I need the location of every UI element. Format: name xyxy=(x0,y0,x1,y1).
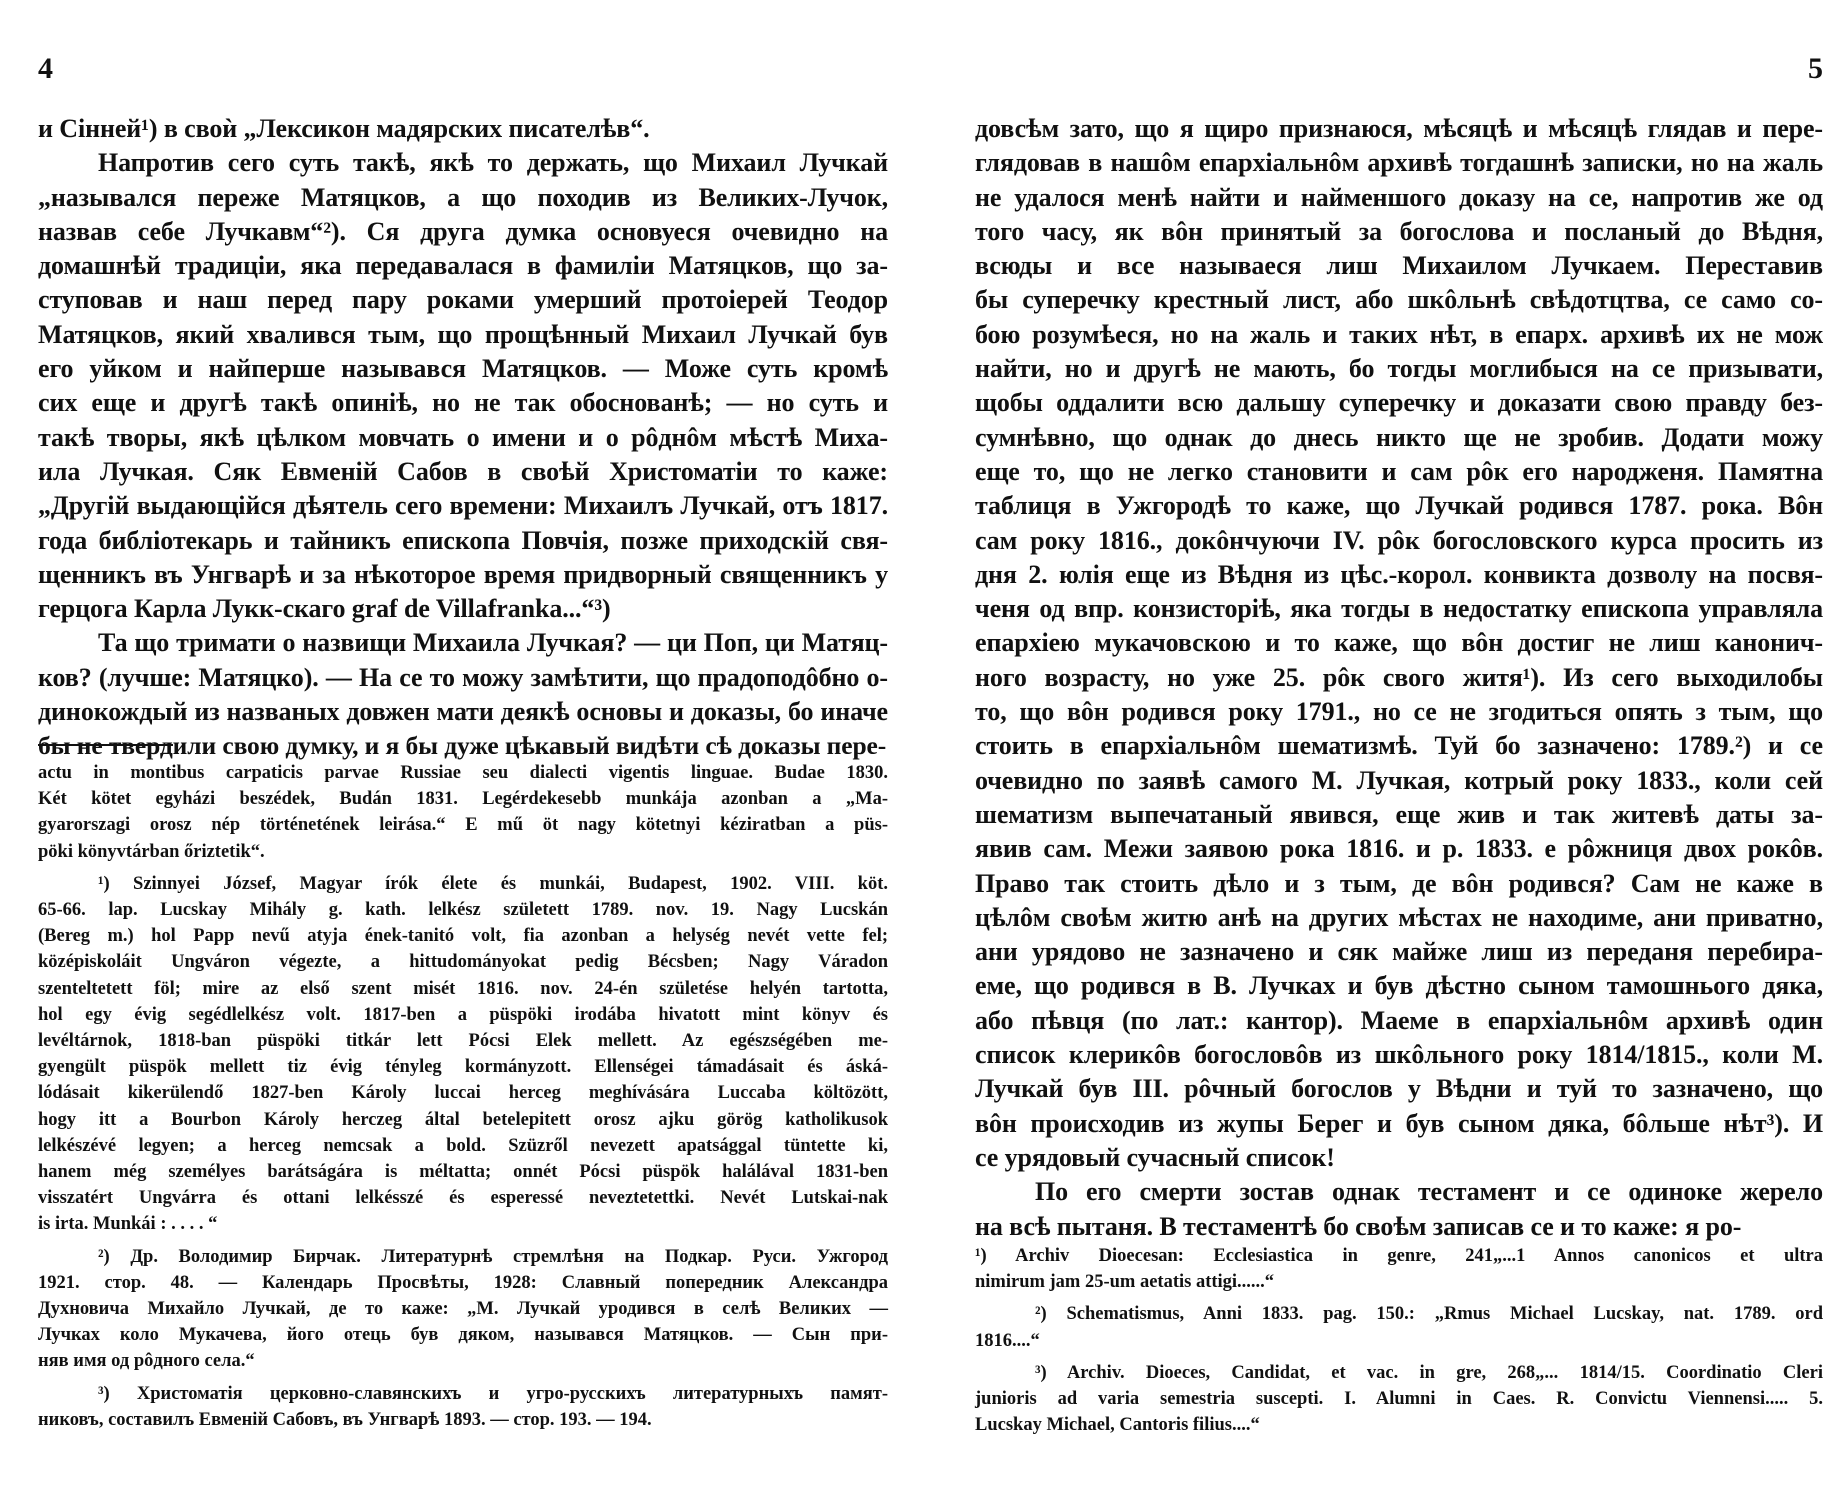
footnote-line: Духновича Михайло Лучкай, де то каже: „М. Лучкай уродився в селѣ Великих — xyxy=(38,1299,888,1320)
body-line: ков? (лучше: Матяцко). — На се то можу замѣтити, що прадоподôбно о- xyxy=(38,662,888,692)
body-line: ступовав и наш перед пару роками умерший протоіерей Теодор xyxy=(38,285,888,315)
footnote-line: középiskoláit Ungváron végezte, a hittudományokat pedig Bécsben; Nagy Váradon xyxy=(38,952,888,973)
body-line: на всѣ пытаня. В тестаментѣ бо своѣм записав се и то каже: я ро- xyxy=(975,1211,1742,1241)
body-line: домашнѣй традиціи, яка передавалася в фамиліи Матяцков, що за- xyxy=(38,251,888,281)
body-line: „Другій выдающійся дѣятель сего времени: Михаилъ Лучкай, отъ 1817. xyxy=(38,491,888,521)
body-line: бы суперечку крестный лист, або шкôльнѣ свѣдотцтва, се само со- xyxy=(975,285,1823,315)
footnote-line: hol egy évig segédlelkész volt. 1817-ben a püspöki irodába hivatott mint könyv és xyxy=(38,1004,888,1025)
footnote-line: hogy itt a Bourbon Károly herczeg által betelepitett orosz ajku görög katholikusok xyxy=(38,1109,888,1130)
footnote-line: ¹) Archiv Dioecesan: Ecclesiastica in genre, 241„...1 Annos canonicos et ultra xyxy=(975,1246,1823,1266)
right-footnotes xyxy=(975,1243,1823,1444)
body-line: щенникъ въ Унгварѣ и за нѣкоторое время придворный священникъ у xyxy=(38,559,888,589)
body-line: шематизм выпечатаный явився, еще жив и так житевѣ даты за- xyxy=(975,799,1823,829)
footnote-line: lódásait kikerülendő 1827-ben Károly luccai herceg meghívására Luccaba költözött, xyxy=(38,1083,888,1104)
footnote-line: 1816....“ xyxy=(975,1330,1040,1351)
footnote-line: никовъ, составилъ Евменій Сабовъ, въ Унгварѣ 1893. — стор. 193. — 194. xyxy=(38,1409,652,1430)
footnote-line: visszatért Ungvárra és ottani lelkésszé és esperessé neveztetettki. Nevét Lutskai-nak xyxy=(38,1188,888,1209)
footnote-line: няв имя од рôдного села.“ xyxy=(38,1351,255,1372)
footnote-line: ²) Schematismus, Anni 1833. pag. 150.: „Rmus Michael Lucskay, nat. 1789. ord xyxy=(1035,1304,1823,1325)
body-line: цѣлôм своѣм житю анѣ на других мѣстах не находиме, ани приватно, xyxy=(975,902,1823,932)
body-line: стоить в епархіальнôм шематизмѣ. Туй бо зазначено: 1789.²) и се xyxy=(975,731,1823,761)
body-line: назвав себе Лучкавм“²). Ся друга думка основуеся очевидно на xyxy=(38,216,888,246)
footnote-line: gyengült püspök mellett tiz évig tényleg kormányzott. Ellenségei támadásait és áská- xyxy=(38,1057,888,1078)
body-line: таблиця в Ужгородѣ то каже, що Лучкай родився 1787. рока. Вôн xyxy=(975,491,1823,521)
footnote-line: 65-66. lap. Lucskay Mihály g. kath. lelkész született 1789. nov. 19. Nagy Lucskán xyxy=(38,900,888,921)
footnote-line: levéltárnok, 1818-ban püspöki titkár lett Pócsi Elek mellett. Az egészségében me- xyxy=(38,1031,888,1052)
body-line: и Сінней¹) в своѝ „Лексикон мадярских писателѣв“. xyxy=(38,114,650,143)
footnote-line: szenteltetett föl; mire az első szent misét 1816. nov. 24-én születése helyén tartotta, xyxy=(38,978,888,999)
footnote-line: gyarorszagi orosz nép történetének leirása.“ E mű öt nagy kötetnyi kéziratban a püs- xyxy=(38,815,888,836)
footnote-line: Lucskay Michael, Cantoris filius....“ xyxy=(975,1415,1260,1436)
body-line: глядовав в нашôм епархіальнôм архивѣ тогдашнѣ записки, но на жаль xyxy=(975,148,1823,178)
footnote-line: pöki könyvtárban őriztetik“. xyxy=(38,841,265,862)
body-line: сам року 1816., докôнчуючи IV. рôк богословского курса просить из xyxy=(975,525,1823,555)
body-line: года библіотекарь и тайникъ епископа Повчія, позже приходскій свя- xyxy=(38,525,888,555)
footnote xyxy=(975,1360,1823,1439)
footnote-line: (Bereg m.) hol Papp nevű atyja ének-tanitó volt, fia azonban a helység nevét vette fel; xyxy=(38,926,888,947)
body-line: ченя од впр. конзисторіѣ, яка тогды в недостатку епископа управляла xyxy=(975,594,1823,624)
footnote-line: Лучках коло Мукачева, його отець був дяком, назывався Матяцков. — Сын при- xyxy=(38,1325,888,1346)
footnote-line: hanem még személyes barátságára is méltatta; onnét Pócsi püspök halálával 1831-ben xyxy=(38,1162,888,1183)
body-line: герцога Карла Лукк-скаго graf de Villafranka...“³) xyxy=(38,594,611,624)
footnote-line: 1921. стор. 48. — Календарь Просвѣты, 1928: Славный попередник Александра xyxy=(38,1272,888,1293)
footnote-line: ²) Др. Володимир Бирчак. Литературнѣ стремлѣня на Подкар. Руси. Ужгород xyxy=(98,1246,888,1267)
body-line: довсѣм зато, що я щиро признаюся, мѣсяцѣ и мѣсяцѣ глядав и пере- xyxy=(975,114,1823,143)
footnote-line: Két kötet egyházi beszédek, Budán 1831. Legérdekesebb munkája azonban a „Ma- xyxy=(38,789,888,810)
body-line: Та що тримати о назвищи Михаила Лучкая? — ци Поп, ци Матяц- xyxy=(98,628,888,658)
footnote-line: ¹) Szinnyei József, Magyar írók élete és munkái, Budapest, 1902. VIII. köt. xyxy=(98,873,888,894)
body-line: явив сам. Межи заявою рока 1816. и р. 1833. е рôжниця двох рокôв. xyxy=(975,834,1823,864)
footnote xyxy=(38,1381,888,1433)
footnote-line: is irta. Munkái : . . . . “ xyxy=(38,1214,218,1235)
body-line: ного возрасту, но уже 25. рôк свого житя¹). Из сего выходилобы xyxy=(975,662,1823,692)
body-line: По его смерти зостав однак тестамент и се одиноке жерело xyxy=(1035,1177,1823,1207)
left-page xyxy=(38,0,888,1500)
body-line: еме, що родився в В. Лучках и був дѣстно сыном тамошнього дяка, xyxy=(975,971,1823,1001)
left-footnotes xyxy=(38,760,888,1439)
body-line: очевидно по заявѣ самого М. Лучкая, котрый року 1833., коли сей xyxy=(975,765,1823,795)
right-page xyxy=(975,0,1823,1500)
body-line: такѣ творы, якѣ цѣлком мовчать о имени и о рôднôм мѣстѣ Миха- xyxy=(38,422,888,452)
page-number: 4 xyxy=(38,52,53,85)
footnote-line: ³) Archiv. Dioeces, Candidat, et vac. in gre, 268„... 1814/15. Coordinatio Cleri xyxy=(1035,1362,1823,1383)
body-line: епархіею мукачовскою и то каже, що вôн достиг не лиш канонич- xyxy=(975,628,1823,658)
body-line: ани урядово не зазначено и сяк майже лиш из переданя перебира- xyxy=(975,937,1823,967)
footnote xyxy=(38,1244,888,1375)
body-line: найти, но и другѣ не мають, бо тогды моглибыся на се призывати, xyxy=(975,354,1823,384)
footnote xyxy=(975,1301,1823,1353)
body-line: ила Лучкая. Сяк Евменій Сабов в своѣй Христоматіи то каже: xyxy=(38,456,888,486)
body-line: Матяцков, який хвалився тым, що прощѣнный Михаил Лучкай був xyxy=(38,319,888,349)
body-line: щобы оддалити всю дальшу суперечку и доказати свою правду без- xyxy=(975,388,1823,418)
body-line: се урядовый сучасный список! xyxy=(975,1142,1335,1172)
body-line: дня 2. юлія еще из Вѣдня из цѣс.-корол. конвикта дозволу на посвя- xyxy=(975,559,1823,589)
body-line: сумнѣвно, що однак до днесь никто ще не зробив. Додати можу xyxy=(975,422,1823,452)
body-line: вôн происходив из жупы Берег и був сыном дяка, бôльше нѣт³). И xyxy=(975,1108,1823,1138)
body-line: то, що вôн родився року 1791., но се не згодиться опять з тым, що xyxy=(975,697,1823,727)
body-line: Лучкай був III. рôчный богослов у Вѣдни и туй то зазначено, що xyxy=(975,1074,1823,1104)
footnote xyxy=(38,871,888,1238)
left-body-text xyxy=(38,112,888,764)
right-body-text xyxy=(975,112,1823,1244)
body-line: его уйком и найперше назывався Матяцков. — Може суть кромѣ xyxy=(38,354,888,384)
body-line: „назывался переже Матяцков, а що походив из Великих-Лучок, xyxy=(38,182,888,212)
footnote-line: actu in montibus carpaticis parvae Russiae seu dialecti vigentis linguae. Budae 1830. xyxy=(38,763,888,783)
body-line: еще то, що не легко становити и сам рôк его народженя. Памятна xyxy=(975,456,1823,486)
body-line: Право так стоить дѣло и з тым, де вôн родився? Сам не каже в xyxy=(975,868,1823,898)
page-number: 5 xyxy=(1808,52,1823,85)
body-line: всюды и все называеся лиш Михаилом Лучкаем. Переставив xyxy=(975,251,1823,281)
footnote xyxy=(975,1243,1823,1295)
body-line: бою розумѣеся, но на жаль и таких нѣт, в епарх. архивѣ их не мож xyxy=(975,319,1823,349)
footnote-separator xyxy=(38,744,173,746)
footnote-line: ³) Христоматія церковно-славянскихъ и угро-русскихъ литературныхъ памят- xyxy=(98,1383,888,1404)
body-line: того часу, як вôн принятый за богослова и посланый до Вѣдня, xyxy=(975,216,1823,246)
footnote-line: nimirum jam 25-um aetatis attigi......“ xyxy=(975,1272,1275,1293)
footnote xyxy=(38,760,888,865)
body-line: сих еще и другѣ такѣ опиніѣ, но не так обоснованѣ; — но суть и xyxy=(38,388,888,418)
body-line: бы не твердили свою думку, и я бы дуже цѣкавый видѣти сѣ доказы пере- xyxy=(38,731,887,761)
body-line: список клерикôв богословôв из шкôльного року 1814/1815., коли М. xyxy=(975,1040,1823,1070)
footnote-line: junioris ad varia semestria suscepti. I. Alumni in Caes. R. Convictu Viennensi..... 5. xyxy=(975,1389,1823,1410)
body-line: не удалося менѣ найти и найменшого доказу на се, напротив же од xyxy=(975,182,1823,212)
body-line: або пѣвця (по лат.: кантор). Маеме в епархіальнôм архивѣ один xyxy=(975,1005,1823,1035)
body-line: Напротив сего суть такѣ, якѣ то держать, що Михаил Лучкай xyxy=(98,148,888,178)
body-line: динокождый из названых довжен мати деякѣ основы и доказы, бо иначе xyxy=(38,697,888,727)
footnote-line: lelkészévé legyen; a herceg nemcsak a bold. Szüzről nevezett apatsággal tüntette ki, xyxy=(38,1135,888,1156)
